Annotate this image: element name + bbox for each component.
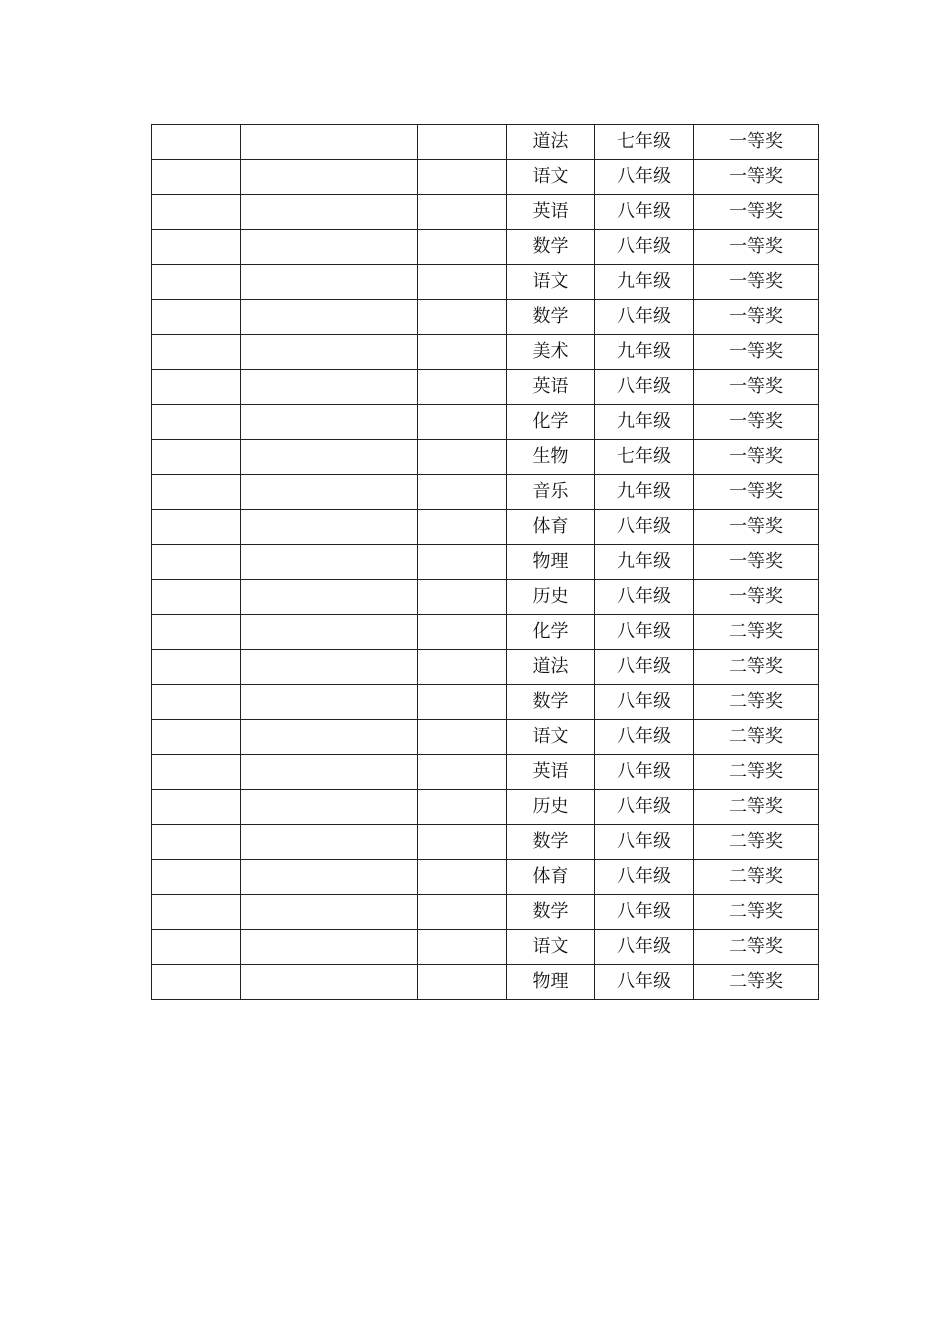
blank-cell-2 [241,510,418,545]
grade-cell: 八年级 [595,650,694,685]
subject-cell: 英语 [507,370,595,405]
award-cell: 二等奖 [694,685,819,720]
subject-cell: 化学 [507,405,595,440]
subject-cell: 美术 [507,335,595,370]
blank-cell-2 [241,615,418,650]
blank-cell-1 [152,475,241,510]
blank-cell-3 [418,195,507,230]
award-cell: 二等奖 [694,720,819,755]
grade-cell: 九年级 [595,265,694,300]
grade-cell: 八年级 [595,580,694,615]
subject-cell: 历史 [507,580,595,615]
table-row [152,825,819,860]
award-cell: 二等奖 [694,790,819,825]
blank-cell-1 [152,930,241,965]
blank-cell-1 [152,370,241,405]
award-cell: 一等奖 [694,125,819,160]
blank-cell-3 [418,685,507,720]
grade-cell: 七年级 [595,440,694,475]
blank-cell-2 [241,825,418,860]
table-row [152,615,819,650]
blank-cell-2 [241,860,418,895]
award-cell: 一等奖 [694,160,819,195]
award-cell: 二等奖 [694,930,819,965]
blank-cell-2 [241,755,418,790]
blank-cell-1 [152,440,241,475]
grade-cell: 九年级 [595,335,694,370]
subject-cell: 数学 [507,895,595,930]
blank-cell-2 [241,545,418,580]
blank-cell-1 [152,405,241,440]
table-row [152,720,819,755]
award-cell: 一等奖 [694,230,819,265]
grade-cell: 八年级 [595,965,694,1000]
table-row [152,300,819,335]
blank-cell-3 [418,440,507,475]
award-cell: 二等奖 [694,650,819,685]
blank-cell-3 [418,125,507,160]
table-row [152,510,819,545]
blank-cell-1 [152,265,241,300]
grade-cell: 八年级 [595,755,694,790]
subject-cell: 英语 [507,755,595,790]
blank-cell-3 [418,545,507,580]
subject-cell: 英语 [507,195,595,230]
subject-cell: 数学 [507,825,595,860]
grade-cell: 八年级 [595,300,694,335]
blank-cell-3 [418,405,507,440]
blank-cell-2 [241,370,418,405]
table-row [152,335,819,370]
blank-cell-1 [152,300,241,335]
blank-cell-1 [152,125,241,160]
subject-cell: 历史 [507,790,595,825]
grade-cell: 八年级 [595,790,694,825]
blank-cell-1 [152,895,241,930]
blank-cell-3 [418,790,507,825]
subject-cell: 数学 [507,230,595,265]
blank-cell-1 [152,755,241,790]
subject-cell: 化学 [507,615,595,650]
grade-cell: 八年级 [595,195,694,230]
subject-cell: 语文 [507,930,595,965]
blank-cell-1 [152,720,241,755]
blank-cell-1 [152,685,241,720]
award-cell: 二等奖 [694,965,819,1000]
table-row [152,580,819,615]
grade-cell: 八年级 [595,370,694,405]
subject-cell: 道法 [507,125,595,160]
blank-cell-3 [418,720,507,755]
award-cell: 一等奖 [694,195,819,230]
blank-cell-3 [418,475,507,510]
blank-cell-2 [241,895,418,930]
subject-cell: 道法 [507,650,595,685]
blank-cell-2 [241,685,418,720]
subject-cell: 生物 [507,440,595,475]
grade-cell: 九年级 [595,475,694,510]
blank-cell-2 [241,930,418,965]
blank-cell-1 [152,160,241,195]
subject-cell: 数学 [507,685,595,720]
table-row [152,650,819,685]
award-cell: 二等奖 [694,895,819,930]
blank-cell-1 [152,860,241,895]
blank-cell-2 [241,440,418,475]
table-row [152,405,819,440]
blank-cell-3 [418,965,507,1000]
subject-cell: 体育 [507,510,595,545]
award-cell: 一等奖 [694,475,819,510]
blank-cell-1 [152,510,241,545]
blank-cell-3 [418,510,507,545]
blank-cell-2 [241,475,418,510]
blank-cell-1 [152,230,241,265]
award-cell: 一等奖 [694,300,819,335]
table-row [152,755,819,790]
subject-cell: 音乐 [507,475,595,510]
blank-cell-2 [241,265,418,300]
grade-cell: 九年级 [595,545,694,580]
grade-cell: 八年级 [595,720,694,755]
table-row [152,370,819,405]
award-cell: 二等奖 [694,860,819,895]
table-row [152,790,819,825]
blank-cell-3 [418,160,507,195]
subject-cell: 体育 [507,860,595,895]
grade-cell: 八年级 [595,825,694,860]
award-cell: 一等奖 [694,265,819,300]
award-cell: 一等奖 [694,545,819,580]
blank-cell-3 [418,230,507,265]
subject-cell: 语文 [507,720,595,755]
blank-cell-3 [418,370,507,405]
award-cell: 一等奖 [694,440,819,475]
blank-cell-2 [241,195,418,230]
blank-cell-1 [152,545,241,580]
blank-cell-2 [241,335,418,370]
grade-cell: 八年级 [595,510,694,545]
award-cell: 一等奖 [694,370,819,405]
table-row [152,895,819,930]
blank-cell-2 [241,790,418,825]
award-table [151,124,819,1000]
grade-cell: 七年级 [595,125,694,160]
blank-cell-1 [152,615,241,650]
table-row [152,930,819,965]
blank-cell-2 [241,965,418,1000]
blank-cell-3 [418,755,507,790]
blank-cell-2 [241,125,418,160]
blank-cell-3 [418,930,507,965]
blank-cell-2 [241,720,418,755]
blank-cell-1 [152,580,241,615]
award-cell: 一等奖 [694,335,819,370]
blank-cell-3 [418,615,507,650]
blank-cell-1 [152,335,241,370]
table-row [152,860,819,895]
blank-cell-2 [241,230,418,265]
subject-cell: 数学 [507,300,595,335]
blank-cell-2 [241,580,418,615]
table-row [152,965,819,1000]
table-row [152,545,819,580]
blank-cell-2 [241,160,418,195]
subject-cell: 物理 [507,965,595,1000]
grade-cell: 八年级 [595,160,694,195]
award-cell: 一等奖 [694,510,819,545]
table-row [152,195,819,230]
grade-cell: 八年级 [595,685,694,720]
blank-cell-1 [152,790,241,825]
grade-cell: 八年级 [595,895,694,930]
table-row [152,475,819,510]
award-cell: 二等奖 [694,825,819,860]
blank-cell-3 [418,300,507,335]
table-row [152,440,819,475]
grade-cell: 八年级 [595,615,694,650]
table-row [152,125,819,160]
award-table-body [152,125,819,1000]
table-row [152,160,819,195]
grade-cell: 八年级 [595,230,694,265]
blank-cell-3 [418,650,507,685]
subject-cell: 语文 [507,160,595,195]
blank-cell-2 [241,405,418,440]
blank-cell-3 [418,895,507,930]
table-row [152,230,819,265]
blank-cell-2 [241,300,418,335]
award-cell: 一等奖 [694,580,819,615]
grade-cell: 八年级 [595,930,694,965]
award-cell: 二等奖 [694,755,819,790]
table-row [152,685,819,720]
blank-cell-1 [152,650,241,685]
blank-cell-1 [152,965,241,1000]
grade-cell: 九年级 [595,405,694,440]
award-cell: 一等奖 [694,405,819,440]
table-row [152,265,819,300]
blank-cell-1 [152,825,241,860]
blank-cell-3 [418,860,507,895]
blank-cell-3 [418,580,507,615]
subject-cell: 物理 [507,545,595,580]
grade-cell: 八年级 [595,860,694,895]
subject-cell: 语文 [507,265,595,300]
blank-cell-3 [418,825,507,860]
award-cell: 二等奖 [694,615,819,650]
blank-cell-1 [152,195,241,230]
blank-cell-2 [241,650,418,685]
blank-cell-3 [418,265,507,300]
blank-cell-3 [418,335,507,370]
